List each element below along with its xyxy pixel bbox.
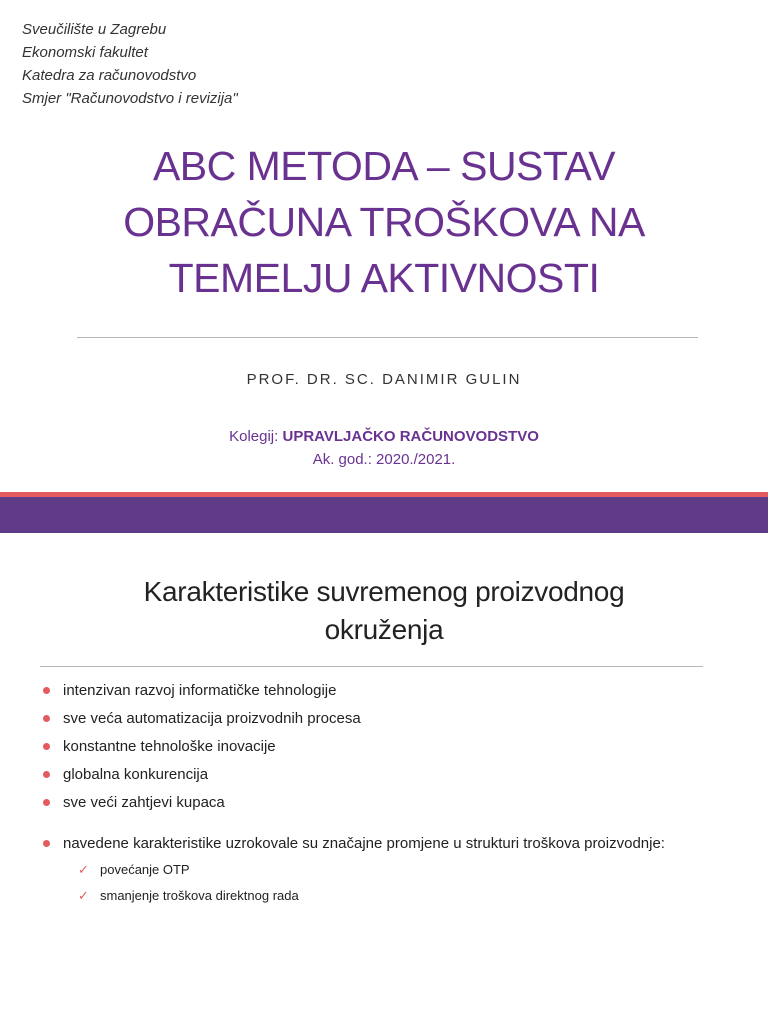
title-divider — [77, 337, 698, 338]
institution-line: Sveučilište u Zagrebu — [22, 21, 167, 38]
bullet-text: konstantne tehnološke inovacije — [63, 738, 276, 755]
sub-list-item — [42, 886, 742, 906]
title-line: Karakteristike suvremenog proizvodnog — [143, 576, 625, 607]
bullet-dot-icon — [43, 715, 50, 722]
course-label: Kolegij: — [229, 428, 279, 445]
sub-bullet-text: povećanje OTP — [100, 862, 190, 877]
sub-list-item — [42, 860, 742, 880]
title-line: TEMELJU AKTIVNOSTI — [168, 255, 600, 301]
list-item — [42, 791, 742, 814]
course-name: UPRAVLJAČKO RAČUNOVODSTVO — [282, 428, 539, 445]
list-item — [42, 735, 742, 758]
bullet-dot-icon — [43, 771, 50, 778]
course-line — [0, 425, 768, 448]
institution-line: Ekonomski fakultet — [22, 44, 148, 61]
list-item — [42, 707, 742, 730]
bullet-dot-icon — [43, 799, 50, 806]
bullet-list — [42, 679, 742, 912]
bullet-dot-icon — [43, 743, 50, 750]
slide-divider-bar — [0, 497, 768, 533]
institution-line: Smjer "Računovodstvo i revizija" — [22, 90, 238, 107]
bullet-text: sve veća automatizacija proizvodnih procesa — [63, 710, 361, 727]
slide-title — [0, 138, 768, 306]
bullet-text: navedene karakteristike uzrokovale su značajne promjene u strukturi troškova proizvodnje: — [63, 835, 665, 852]
title-line: OBRAČUNA TROŠKOVA NA — [123, 199, 645, 245]
sub-bullet-text: smanjenje troškova direktnog rada — [100, 888, 299, 903]
author-name: PROF. DR. SC. DANIMIR GULIN — [246, 371, 522, 388]
title-line: okruženja — [324, 614, 444, 645]
title-divider — [40, 666, 703, 667]
list-item — [42, 832, 742, 855]
title-line: ABC METODA – SUSTAV — [152, 143, 616, 189]
institution-line: Katedra za računovodstvo — [22, 67, 197, 84]
content-slide — [0, 533, 768, 1024]
bullet-dot-icon — [43, 840, 50, 847]
bullet-dot-icon — [43, 687, 50, 694]
slide-title — [0, 573, 768, 649]
checkmark-icon: ✓ — [78, 888, 89, 903]
course-info — [0, 425, 768, 471]
academic-year: Ak. god.: 2020./2021. — [312, 451, 456, 468]
title-slide — [0, 0, 768, 492]
bullet-text: sve veći zahtjevi kupaca — [63, 794, 225, 811]
bullet-text: intenzivan razvoj informatičke tehnologije — [63, 682, 337, 699]
institution-block — [22, 18, 238, 110]
checkmark-icon: ✓ — [78, 862, 89, 877]
bullet-text: globalna konkurencija — [63, 766, 209, 783]
list-item — [42, 763, 742, 786]
list-item — [42, 679, 742, 702]
